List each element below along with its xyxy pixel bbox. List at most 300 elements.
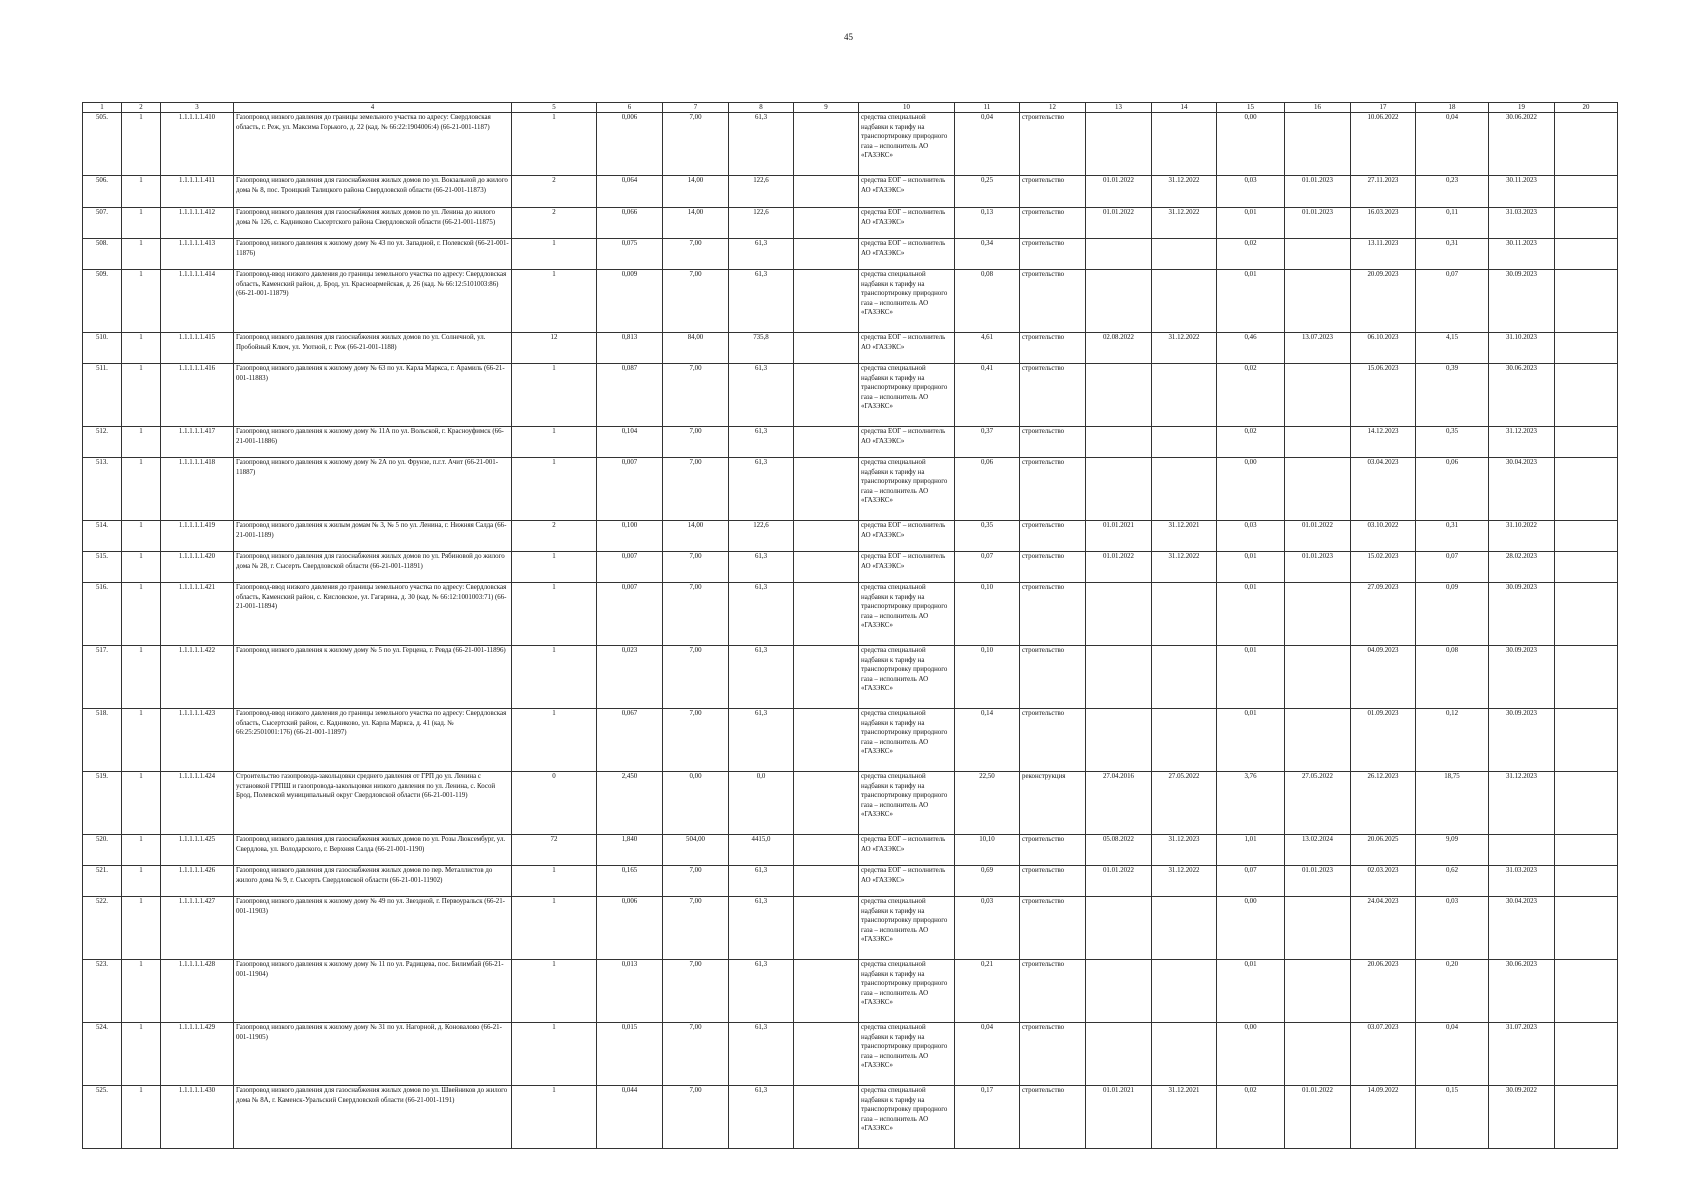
- cell-col-3: 1.1.1.1.1.420: [161, 552, 234, 583]
- cell-col-3: 1.1.1.1.1.412: [161, 208, 234, 239]
- cell-col-14: 31.12.2022: [1152, 208, 1217, 239]
- cell-col-15: 0,01: [1217, 552, 1285, 583]
- cell-col-16: 27.05.2022: [1285, 772, 1351, 835]
- cell-col-15: 0,01: [1217, 583, 1285, 646]
- cell-col-17: 24.04.2023: [1351, 897, 1416, 960]
- cell-col-9: [794, 646, 859, 709]
- cell-col-10: средства специальной надбавки к тарифу на транспортировку природного газа – исполнитель АО «ГАЗЭКС»: [859, 897, 955, 960]
- cell-col-20: [1555, 646, 1618, 709]
- cell-col-14: 31.12.2022: [1152, 552, 1217, 583]
- cell-col-5: 1: [512, 709, 597, 772]
- cell-col-20: [1555, 458, 1618, 521]
- cell-col-14: [1152, 270, 1217, 333]
- cell-col-19: 31.03.2023: [1489, 208, 1555, 239]
- cell-col-15: 0,03: [1217, 521, 1285, 552]
- cell-col-13: 01.01.2022: [1086, 176, 1152, 208]
- cell-col-16: [1285, 458, 1351, 521]
- cell-col-12: строительство: [1020, 208, 1086, 239]
- cell-col-12: строительство: [1020, 835, 1086, 866]
- column-number-10: 10: [859, 103, 955, 113]
- column-number-2: 2: [122, 103, 161, 113]
- cell-col-12: строительство: [1020, 552, 1086, 583]
- cell-col-8: 61,3: [729, 1086, 794, 1149]
- cell-col-18: 0,23: [1416, 176, 1489, 208]
- cell-col-17: 26.12.2023: [1351, 772, 1416, 835]
- investment-program-table: [82, 102, 1618, 1149]
- cell-col-11: 0,34: [955, 239, 1020, 270]
- column-number-9: 9: [794, 103, 859, 113]
- cell-col-5: 0: [512, 772, 597, 835]
- cell-col-11: 0,25: [955, 176, 1020, 208]
- cell-col-6: 0,044: [597, 1086, 663, 1149]
- cell-col-9: [794, 427, 859, 458]
- cell-col-12: строительство: [1020, 239, 1086, 270]
- cell-col-14: 31.12.2023: [1152, 835, 1217, 866]
- cell-col-9: [794, 1023, 859, 1086]
- cell-col-17: 20.06.2025: [1351, 835, 1416, 866]
- cell-col-8: 61,3: [729, 646, 794, 709]
- cell-col-1: 520.: [83, 835, 122, 866]
- cell-col-9: [794, 835, 859, 866]
- cell-col-4: Газопровод низкого давления для газоснабжения жилых домов по ул. Розы Люксембург, ул. Свердлова, ул. Володарского, г. Верхняя Салда (66-21-001-1190): [234, 835, 512, 866]
- cell-col-13: [1086, 646, 1152, 709]
- cell-col-18: 0,62: [1416, 866, 1489, 897]
- cell-col-3: 1.1.1.1.1.416: [161, 364, 234, 427]
- cell-col-10: средства ЕОГ – исполнитель АО «ГАЗЭКС»: [859, 835, 955, 866]
- cell-col-8: 122,6: [729, 176, 794, 208]
- column-number-20: 20: [1555, 103, 1618, 113]
- cell-col-18: 0,08: [1416, 646, 1489, 709]
- cell-col-1: 516.: [83, 583, 122, 646]
- cell-col-9: [794, 552, 859, 583]
- cell-col-18: 0,06: [1416, 458, 1489, 521]
- cell-col-5: 2: [512, 208, 597, 239]
- cell-col-2: 1: [122, 270, 161, 333]
- cell-col-18: 0,31: [1416, 521, 1489, 552]
- cell-col-19: 30.04.2023: [1489, 897, 1555, 960]
- cell-col-13: [1086, 270, 1152, 333]
- cell-col-5: 1: [512, 427, 597, 458]
- cell-col-9: [794, 897, 859, 960]
- cell-col-17: 03.04.2023: [1351, 458, 1416, 521]
- cell-col-19: 31.10.2023: [1489, 333, 1555, 364]
- table-row: [83, 113, 1618, 176]
- cell-col-18: 0,04: [1416, 1023, 1489, 1086]
- cell-col-14: [1152, 1023, 1217, 1086]
- cell-col-15: 0,46: [1217, 333, 1285, 364]
- cell-col-6: 0,015: [597, 1023, 663, 1086]
- cell-col-6: 0,100: [597, 521, 663, 552]
- cell-col-14: 31.12.2021: [1152, 1086, 1217, 1149]
- cell-col-13: [1086, 960, 1152, 1023]
- cell-col-6: 0,007: [597, 458, 663, 521]
- table-row: [83, 835, 1618, 866]
- cell-col-7: 7,00: [663, 646, 729, 709]
- table-row: [83, 709, 1618, 772]
- cell-col-7: 7,00: [663, 709, 729, 772]
- cell-col-16: 01.01.2023: [1285, 552, 1351, 583]
- cell-col-15: 0,00: [1217, 113, 1285, 176]
- cell-col-10: средства ЕОГ – исполнитель АО «ГАЗЭКС»: [859, 427, 955, 458]
- cell-col-5: 1: [512, 1023, 597, 1086]
- cell-col-16: [1285, 364, 1351, 427]
- cell-col-4: Газопровод низкого давления к жилому дому № 2А по ул. Фрунзе, п.г.т. Ачит (66-21-001-11887): [234, 458, 512, 521]
- cell-col-8: 61,3: [729, 113, 794, 176]
- column-number-14: 14: [1152, 103, 1217, 113]
- cell-col-5: 1: [512, 552, 597, 583]
- cell-col-15: 0,03: [1217, 176, 1285, 208]
- cell-col-20: [1555, 835, 1618, 866]
- cell-col-14: 31.12.2022: [1152, 176, 1217, 208]
- cell-col-5: 1: [512, 583, 597, 646]
- column-number-15: 15: [1217, 103, 1285, 113]
- cell-col-12: строительство: [1020, 364, 1086, 427]
- cell-col-1: 515.: [83, 552, 122, 583]
- cell-col-19: 30.06.2023: [1489, 960, 1555, 1023]
- cell-col-4: Газопровод низкого давления к жилому дому № 49 по ул. Звездной, г. Первоуральск (66-21-001-11903): [234, 897, 512, 960]
- column-number-16: 16: [1285, 103, 1351, 113]
- cell-col-13: 01.01.2021: [1086, 521, 1152, 552]
- cell-col-18: 0,35: [1416, 427, 1489, 458]
- cell-col-10: средства ЕОГ – исполнитель АО «ГАЗЭКС»: [859, 333, 955, 364]
- cell-col-11: 0,17: [955, 1086, 1020, 1149]
- cell-col-6: 0,087: [597, 364, 663, 427]
- cell-col-17: 10.06.2022: [1351, 113, 1416, 176]
- cell-col-20: [1555, 208, 1618, 239]
- cell-col-9: [794, 458, 859, 521]
- cell-col-12: строительство: [1020, 333, 1086, 364]
- cell-col-7: 14,00: [663, 176, 729, 208]
- cell-col-13: 01.01.2021: [1086, 1086, 1152, 1149]
- table-row: [83, 960, 1618, 1023]
- cell-col-15: 0,07: [1217, 866, 1285, 897]
- cell-col-3: 1.1.1.1.1.421: [161, 583, 234, 646]
- cell-col-4: Газопровод-ввод низкого давления до границы земельного участка по адресу: Свердловская область, Каменский район, с. Кисловское, ул. Гагарина, д. 30 (кад. № 66:12:1001003:71) (66-21-001-11894): [234, 583, 512, 646]
- cell-col-10: средства специальной надбавки к тарифу на транспортировку природного газа – исполнитель АО «ГАЗЭКС»: [859, 458, 955, 521]
- cell-col-20: [1555, 709, 1618, 772]
- cell-col-10: средства специальной надбавки к тарифу на транспортировку природного газа – исполнитель АО «ГАЗЭКС»: [859, 113, 955, 176]
- column-number-17: 17: [1351, 103, 1416, 113]
- cell-col-18: 4,15: [1416, 333, 1489, 364]
- column-number-18: 18: [1416, 103, 1489, 113]
- cell-col-2: 1: [122, 521, 161, 552]
- cell-col-11: 0,04: [955, 113, 1020, 176]
- cell-col-16: 01.01.2023: [1285, 176, 1351, 208]
- cell-col-17: 14.09.2022: [1351, 1086, 1416, 1149]
- cell-col-7: 14,00: [663, 521, 729, 552]
- cell-col-8: 4415,0: [729, 835, 794, 866]
- column-number-3: 3: [161, 103, 234, 113]
- cell-col-18: 0,11: [1416, 208, 1489, 239]
- cell-col-6: 0,006: [597, 897, 663, 960]
- cell-col-9: [794, 208, 859, 239]
- cell-col-2: 1: [122, 458, 161, 521]
- cell-col-18: 18,75: [1416, 772, 1489, 835]
- cell-col-1: 509.: [83, 270, 122, 333]
- cell-col-5: 1: [512, 270, 597, 333]
- cell-col-19: 30.06.2023: [1489, 364, 1555, 427]
- cell-col-7: 0,00: [663, 772, 729, 835]
- page-number: 45: [844, 32, 853, 42]
- cell-col-13: 01.01.2022: [1086, 208, 1152, 239]
- table-row: [83, 866, 1618, 897]
- cell-col-14: [1152, 458, 1217, 521]
- cell-col-12: строительство: [1020, 427, 1086, 458]
- cell-col-17: 15.06.2023: [1351, 364, 1416, 427]
- cell-col-11: 0,03: [955, 897, 1020, 960]
- cell-col-15: 0,02: [1217, 1086, 1285, 1149]
- cell-col-10: средства ЕОГ – исполнитель АО «ГАЗЭКС»: [859, 239, 955, 270]
- cell-col-13: [1086, 1023, 1152, 1086]
- cell-col-2: 1: [122, 208, 161, 239]
- cell-col-6: 0,165: [597, 866, 663, 897]
- cell-col-2: 1: [122, 583, 161, 646]
- cell-col-15: 0,01: [1217, 646, 1285, 709]
- cell-col-3: 1.1.1.1.1.428: [161, 960, 234, 1023]
- cell-col-16: [1285, 709, 1351, 772]
- cell-col-18: 0,07: [1416, 270, 1489, 333]
- cell-col-18: 0,12: [1416, 709, 1489, 772]
- cell-col-4: Газопровод низкого давления для газоснабжения жилых домов по ул. Ленина до жилого дома № 126, с. Кадниково Сысертского района Свердловской области (66-21-001-11875): [234, 208, 512, 239]
- cell-col-4: Газопровод-ввод низкого давления до границы земельного участка по адресу: Свердловская область, Сысертский район, с. Кадниково, ул. Карла Маркса, д. 41 (кад. № 66:25:2501001:176) (66-21-001-11897): [234, 709, 512, 772]
- cell-col-16: 13.02.2024: [1285, 835, 1351, 866]
- cell-col-6: 0,023: [597, 646, 663, 709]
- cell-col-17: 15.02.2023: [1351, 552, 1416, 583]
- cell-col-2: 1: [122, 1086, 161, 1149]
- cell-col-7: 7,00: [663, 866, 729, 897]
- cell-col-6: 0,813: [597, 333, 663, 364]
- column-number-row: [83, 103, 1618, 113]
- cell-col-10: средства специальной надбавки к тарифу на транспортировку природного газа – исполнитель АО «ГАЗЭКС»: [859, 364, 955, 427]
- cell-col-4: Газопровод низкого давления к жилому дому № 5 по ул. Герцена, г. Ревда (66-21-001-11896): [234, 646, 512, 709]
- cell-col-2: 1: [122, 772, 161, 835]
- cell-col-8: 61,3: [729, 458, 794, 521]
- cell-col-16: [1285, 583, 1351, 646]
- cell-col-3: 1.1.1.1.1.414: [161, 270, 234, 333]
- cell-col-11: 22,50: [955, 772, 1020, 835]
- cell-col-2: 1: [122, 897, 161, 960]
- cell-col-7: 7,00: [663, 1086, 729, 1149]
- column-number-5: 5: [512, 103, 597, 113]
- cell-col-17: 20.09.2023: [1351, 270, 1416, 333]
- table-row: [83, 239, 1618, 270]
- cell-col-7: 7,00: [663, 239, 729, 270]
- cell-col-6: 1,840: [597, 835, 663, 866]
- cell-col-15: 0,00: [1217, 458, 1285, 521]
- cell-col-1: 512.: [83, 427, 122, 458]
- cell-col-20: [1555, 364, 1618, 427]
- cell-col-8: 61,3: [729, 270, 794, 333]
- column-number-4: 4: [234, 103, 512, 113]
- cell-col-6: 2,450: [597, 772, 663, 835]
- cell-col-16: [1285, 1023, 1351, 1086]
- cell-col-20: [1555, 333, 1618, 364]
- cell-col-19: 30.06.2022: [1489, 113, 1555, 176]
- cell-col-13: [1086, 583, 1152, 646]
- cell-col-20: [1555, 1023, 1618, 1086]
- cell-col-4: Газопровод низкого давления до границы земельного участка по адресу: Свердловская область, г. Реж, ул. Максима Горького, д. 22 (кад. № 66:22:1904006:4) (66-21-001-1187): [234, 113, 512, 176]
- cell-col-15: 0,00: [1217, 1023, 1285, 1086]
- cell-col-11: 0,21: [955, 960, 1020, 1023]
- cell-col-15: 0,02: [1217, 239, 1285, 270]
- cell-col-4: Газопровод низкого давления к жилому дому № 43 по ул. Западной, г. Полевской (66-21-001-11876): [234, 239, 512, 270]
- cell-col-15: 3,76: [1217, 772, 1285, 835]
- cell-col-12: строительство: [1020, 709, 1086, 772]
- cell-col-11: 0,37: [955, 427, 1020, 458]
- cell-col-19: 31.07.2023: [1489, 1023, 1555, 1086]
- cell-col-16: [1285, 646, 1351, 709]
- cell-col-12: реконструкция: [1020, 772, 1086, 835]
- cell-col-13: 27.04.2016: [1086, 772, 1152, 835]
- cell-col-1: 507.: [83, 208, 122, 239]
- table-row: [83, 364, 1618, 427]
- cell-col-6: 0,064: [597, 176, 663, 208]
- cell-col-11: 0,35: [955, 521, 1020, 552]
- cell-col-8: 61,3: [729, 866, 794, 897]
- cell-col-19: 30.09.2022: [1489, 1086, 1555, 1149]
- table-row: [83, 646, 1618, 709]
- cell-col-2: 1: [122, 364, 161, 427]
- cell-col-12: строительство: [1020, 458, 1086, 521]
- cell-col-5: 1: [512, 1086, 597, 1149]
- cell-col-5: 12: [512, 333, 597, 364]
- column-number-13: 13: [1086, 103, 1152, 113]
- cell-col-18: 0,15: [1416, 1086, 1489, 1149]
- cell-col-17: 01.09.2023: [1351, 709, 1416, 772]
- table-row: [83, 176, 1618, 208]
- cell-col-1: 517.: [83, 646, 122, 709]
- column-number-1: 1: [83, 103, 122, 113]
- cell-col-13: [1086, 458, 1152, 521]
- cell-col-1: 513.: [83, 458, 122, 521]
- cell-col-4: Газопровод-ввод низкого давления до границы земельного участка по адресу: Свердловская область, Каменский район, д. Брод, ул. Красноармейская, д. 26 (кад. № 66:12:5101003:86) (66-21-001-11879): [234, 270, 512, 333]
- cell-col-10: средства специальной надбавки к тарифу на транспортировку природного газа – исполнитель АО «ГАЗЭКС»: [859, 709, 955, 772]
- cell-col-11: 0,07: [955, 552, 1020, 583]
- cell-col-20: [1555, 270, 1618, 333]
- cell-col-3: 1.1.1.1.1.424: [161, 772, 234, 835]
- cell-col-2: 1: [122, 646, 161, 709]
- table-row: [83, 208, 1618, 239]
- cell-col-9: [794, 960, 859, 1023]
- cell-col-11: 0,69: [955, 866, 1020, 897]
- table-row: [83, 270, 1618, 333]
- cell-col-9: [794, 709, 859, 772]
- cell-col-12: строительство: [1020, 866, 1086, 897]
- cell-col-1: 521.: [83, 866, 122, 897]
- column-number-6: 6: [597, 103, 663, 113]
- cell-col-16: [1285, 270, 1351, 333]
- cell-col-14: [1152, 646, 1217, 709]
- cell-col-5: 1: [512, 960, 597, 1023]
- cell-col-3: 1.1.1.1.1.430: [161, 1086, 234, 1149]
- cell-col-8: 61,3: [729, 709, 794, 772]
- cell-col-14: [1152, 897, 1217, 960]
- cell-col-14: 31.12.2022: [1152, 333, 1217, 364]
- cell-col-2: 1: [122, 176, 161, 208]
- cell-col-11: 0,04: [955, 1023, 1020, 1086]
- cell-col-6: 0,075: [597, 239, 663, 270]
- cell-col-11: 0,14: [955, 709, 1020, 772]
- cell-col-16: 01.01.2022: [1285, 521, 1351, 552]
- cell-col-8: 122,6: [729, 521, 794, 552]
- cell-col-3: 1.1.1.1.1.423: [161, 709, 234, 772]
- cell-col-14: [1152, 239, 1217, 270]
- cell-col-13: [1086, 113, 1152, 176]
- cell-col-10: средства ЕОГ – исполнитель АО «ГАЗЭКС»: [859, 208, 955, 239]
- cell-col-2: 1: [122, 239, 161, 270]
- cell-col-13: [1086, 239, 1152, 270]
- cell-col-18: 0,31: [1416, 239, 1489, 270]
- cell-col-1: 523.: [83, 960, 122, 1023]
- cell-col-7: 504,00: [663, 835, 729, 866]
- cell-col-6: 0,007: [597, 552, 663, 583]
- cell-col-7: 7,00: [663, 897, 729, 960]
- cell-col-19: 30.11.2023: [1489, 239, 1555, 270]
- cell-col-6: 0,013: [597, 960, 663, 1023]
- cell-col-17: 03.07.2023: [1351, 1023, 1416, 1086]
- table-row: [83, 1023, 1618, 1086]
- cell-col-1: 522.: [83, 897, 122, 960]
- cell-col-7: 7,00: [663, 458, 729, 521]
- cell-col-16: [1285, 427, 1351, 458]
- cell-col-19: 30.09.2023: [1489, 270, 1555, 333]
- cell-col-8: 61,3: [729, 960, 794, 1023]
- cell-col-14: [1152, 709, 1217, 772]
- column-number-11: 11: [955, 103, 1020, 113]
- cell-col-9: [794, 364, 859, 427]
- cell-col-13: [1086, 427, 1152, 458]
- cell-col-15: 1,01: [1217, 835, 1285, 866]
- cell-col-19: 30.09.2023: [1489, 709, 1555, 772]
- cell-col-3: 1.1.1.1.1.427: [161, 897, 234, 960]
- cell-col-6: 0,104: [597, 427, 663, 458]
- cell-col-15: 0,02: [1217, 364, 1285, 427]
- cell-col-4: Газопровод низкого давления к жилому дому № 11А по ул. Вольской, г. Красноуфимск (66-21-001-11886): [234, 427, 512, 458]
- cell-col-4: Газопровод низкого давления для газоснабжения жилых домов по пер. Металлистов до жилого дома № 9, г. Сысерть Свердловской области (66-21-001-11902): [234, 866, 512, 897]
- cell-col-19: 31.12.2023: [1489, 427, 1555, 458]
- cell-col-18: 0,09: [1416, 583, 1489, 646]
- cell-col-15: 0,01: [1217, 960, 1285, 1023]
- cell-col-3: 1.1.1.1.1.410: [161, 113, 234, 176]
- cell-col-8: 61,3: [729, 239, 794, 270]
- cell-col-1: 506.: [83, 176, 122, 208]
- cell-col-11: 0,06: [955, 458, 1020, 521]
- cell-col-4: Газопровод низкого давления к жилому дому № 63 по ул. Карла Маркса, г. Арамиль (66-21-001-11883): [234, 364, 512, 427]
- cell-col-11: 0,13: [955, 208, 1020, 239]
- cell-col-9: [794, 113, 859, 176]
- cell-col-5: 1: [512, 646, 597, 709]
- table-row: [83, 1086, 1618, 1149]
- cell-col-9: [794, 270, 859, 333]
- cell-col-18: 0,39: [1416, 364, 1489, 427]
- cell-col-12: строительство: [1020, 1086, 1086, 1149]
- cell-col-18: 0,20: [1416, 960, 1489, 1023]
- cell-col-10: средства специальной надбавки к тарифу на транспортировку природного газа – исполнитель АО «ГАЗЭКС»: [859, 583, 955, 646]
- cell-col-2: 1: [122, 1023, 161, 1086]
- table-row: [83, 772, 1618, 835]
- cell-col-8: 0,0: [729, 772, 794, 835]
- cell-col-20: [1555, 113, 1618, 176]
- cell-col-6: 0,066: [597, 208, 663, 239]
- cell-col-20: [1555, 1086, 1618, 1149]
- cell-col-3: 1.1.1.1.1.411: [161, 176, 234, 208]
- cell-col-20: [1555, 239, 1618, 270]
- cell-col-20: [1555, 552, 1618, 583]
- cell-col-16: [1285, 239, 1351, 270]
- cell-col-10: средства ЕОГ – исполнитель АО «ГАЗЭКС»: [859, 866, 955, 897]
- cell-col-16: 01.01.2023: [1285, 866, 1351, 897]
- cell-col-16: 01.01.2023: [1285, 208, 1351, 239]
